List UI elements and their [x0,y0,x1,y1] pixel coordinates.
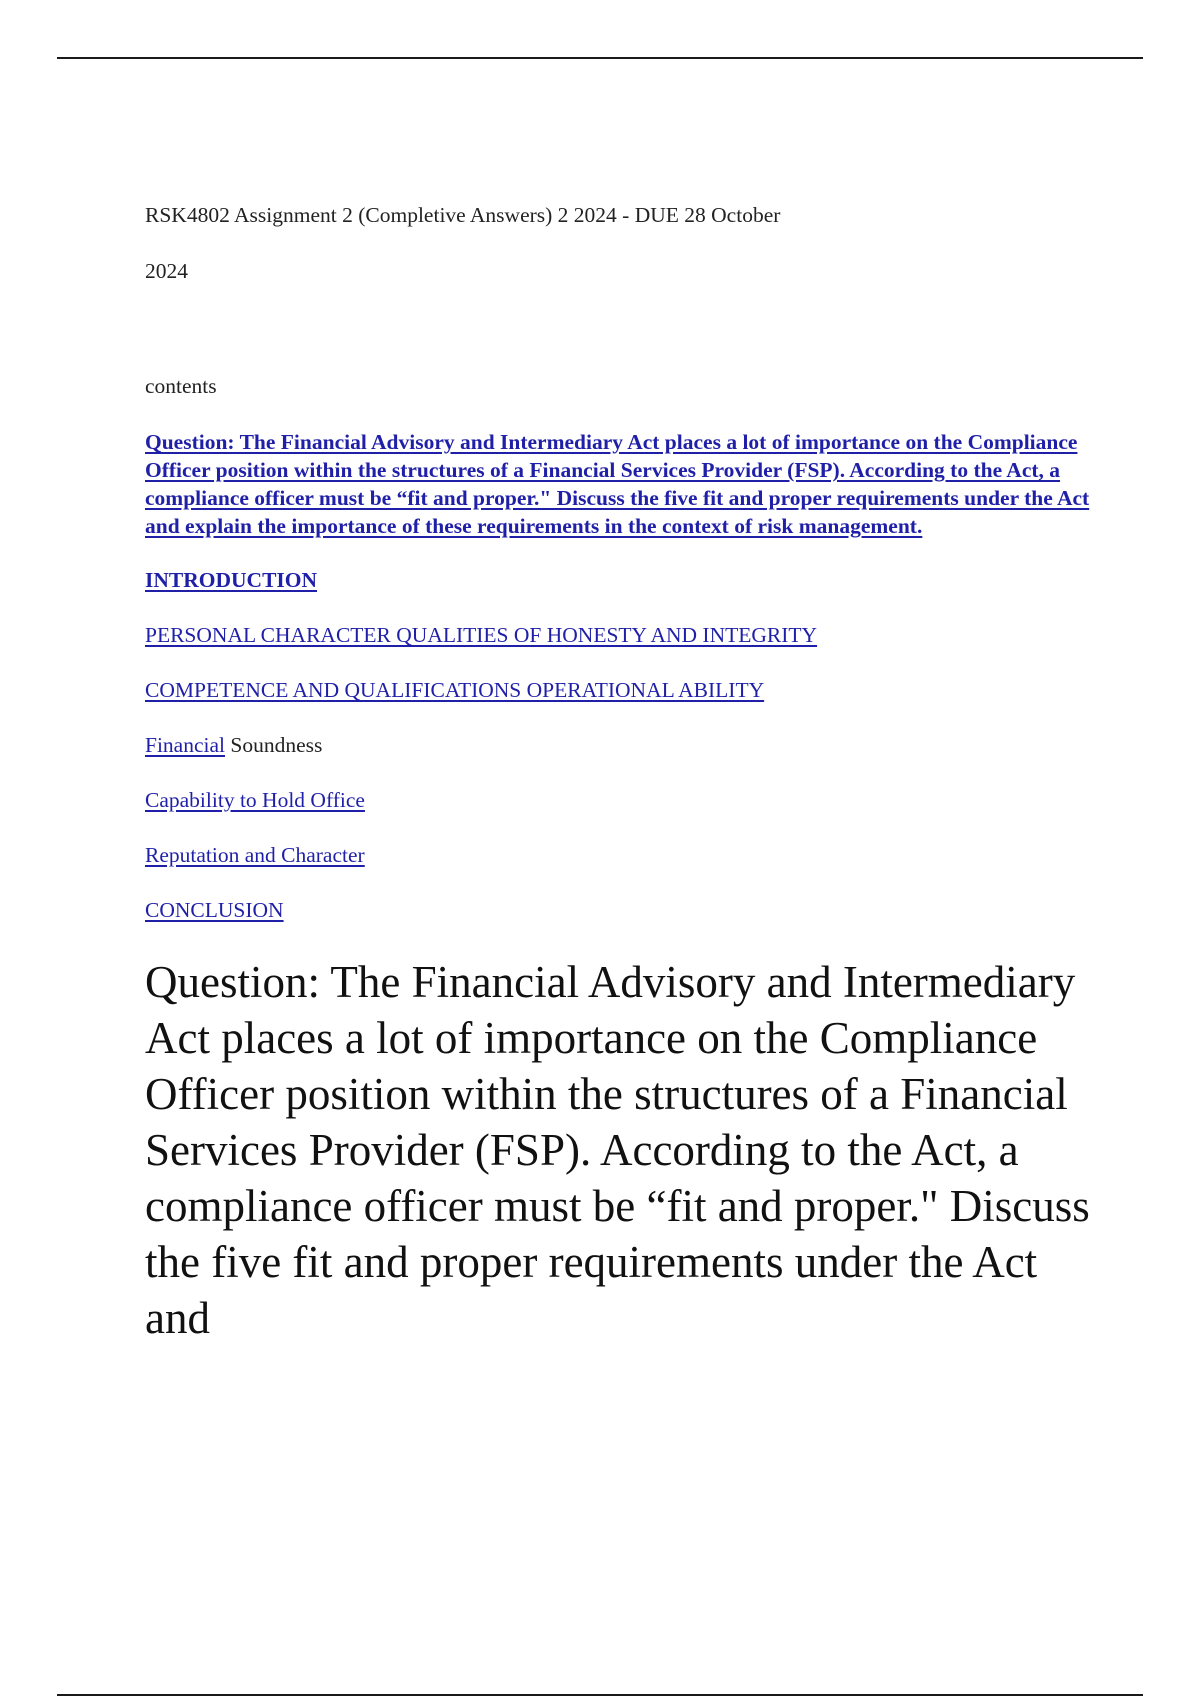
toc-item-introduction [145,566,1095,594]
toc-item-personal-character [145,621,1095,649]
toc-link-introduction[interactable]: INTRODUCTION [145,568,318,592]
toc-link-competence[interactable]: COMPETENCE AND QUALIFICATIONS OPERATIONAL ABILITY [145,678,765,702]
toc-link-conclusion[interactable]: CONCLUSION [145,898,284,922]
toc-link-capability[interactable]: Capability to Hold Office [145,788,365,812]
toc-item-capability [145,786,1095,814]
toc-link-reputation[interactable]: Reputation and Character [145,843,365,867]
toc-link-main-question[interactable]: Question: The Financial Advisory and Intermediary Act places a lot of importance on the Compliance Officer position within the structures of a Financial Services Provider (FSP). According to the Act, a compliance officer must be “fit and proper." Discuss the five fit and proper requirements under the Act and explain the importance of these requirements in the context of risk management. [145,430,1090,538]
contents-label: contents [145,374,217,398]
top-rule [57,57,1143,59]
table-of-contents [145,428,1095,924]
question-heading: Question: The Financial Advisory and Intermediary Act places a lot of importance on the Compliance Officer position within the structures of a Financial Services Provider (FSP). According to the Act, a compliance officer must be “fit and proper." Discuss the five fit and proper requirements under the Act and [145,957,1090,1343]
toc-item-competence [145,676,1095,704]
toc-text-soundness: Soundness [230,733,323,757]
bottom-rule [57,1694,1143,1696]
toc-item-conclusion [145,896,1095,924]
toc-link-financial[interactable]: Financial [145,733,226,757]
toc-link-personal-character[interactable]: PERSONAL CHARACTER QUALITIES OF HONESTY AND INTEGRITY [145,623,818,647]
document-title-year: 2024 [145,259,188,283]
toc-item-financial-soundness [145,731,1095,759]
document-title: RSK4802 Assignment 2 (Completive Answers) 2 2024 - DUE 28 October [145,203,781,227]
toc-item-main-question [145,428,1105,540]
page-content [145,195,1095,1346]
toc-item-reputation [145,841,1095,869]
